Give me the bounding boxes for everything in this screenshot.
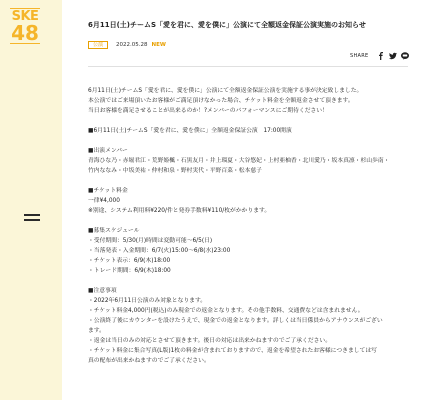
- price-line: 一律¥4,000: [88, 198, 120, 204]
- price-line: ※別途、システム利用料¥220/件と発券手数料¥110/枚がかかります。: [88, 208, 271, 214]
- intro-line: 当日お客様を満足させることが出来るのか！?メンバーのパフォーマンスにご期待ください！: [88, 108, 328, 114]
- category-tag[interactable]: 公演: [88, 41, 108, 49]
- twitter-icon[interactable]: [389, 52, 397, 60]
- notes-line: ・公演終了後にカウンターを設けたうえで、現金での返金となります。詳しくは当日係員からアナウンスがござい: [88, 318, 383, 324]
- members-line: 青海ひな乃・赤堀君江・荒野姫楓・石黒友月・井上瑠夏・大谷悠妃・上村亜柚香・北川愛乃・坂本真凛・杉山歩南・: [88, 158, 390, 164]
- notes-line: 真の配布が出来かねますのでご了承ください。: [88, 358, 210, 364]
- schedule-heading: ■募集スケジュール: [88, 228, 140, 234]
- hamburger-menu-icon[interactable]: [24, 214, 40, 222]
- notes-line: ・チケット料金4,000円(税込)のみ現金での返金となります。その他手数料、交通費などは含まれません。: [88, 308, 364, 314]
- line-icon[interactable]: [401, 52, 409, 60]
- sidebar: [0, 0, 62, 400]
- schedule-line: ・トレード期間：6/9(木)18:00: [88, 268, 171, 274]
- schedule-line: ・受付期間：5/30(月)時間は変動可能〜6/5(日): [88, 238, 213, 244]
- facebook-icon[interactable]: [377, 52, 385, 60]
- share-label: SHARE: [350, 53, 369, 59]
- intro-line: 本公演ではご来場頂いたお客様がご満足頂けなかった場合、チケット料金を全額返金させて頂きます。: [88, 98, 354, 104]
- notes-line: ・返金は当日のみの対応とさせて頂きます。後日の対応は出来かねますのでご了承ください。: [88, 338, 332, 344]
- article-date: 2022.05.28: [116, 41, 148, 48]
- article-meta: [88, 40, 166, 49]
- logo-text-48: 48: [11, 21, 39, 45]
- notes-line: ます。: [88, 328, 105, 334]
- intro-line: 6月11日(土)チームS「愛を君に、愛を僕に」公演にて全額返金保証公演を実施する事が決定致しました。: [88, 88, 363, 94]
- notes-line: ・2022年6月11日公演のみ対象となります。: [88, 298, 207, 304]
- members-heading: ■出演メンバー: [88, 148, 128, 154]
- schedule-line: ・チケット表示：6/9(木)18:00: [88, 258, 171, 264]
- notes-heading: ■注意事項: [88, 288, 117, 294]
- schedule-line: ・当落発表・入金期間：6/7(火)15:00〜6/8(水)23:00: [88, 248, 231, 254]
- article-body: [88, 86, 418, 366]
- article-title: 6月11日(土)チームS「愛を君に、愛を僕に」公演にて全額返金保証公演実施のお知らせ: [88, 21, 366, 29]
- new-badge: NEW: [151, 41, 166, 48]
- price-heading: ■チケット料金: [88, 188, 128, 194]
- members-line: 竹内ななみ・中坂美祐・仲村和泉・野村実代・平野百菜・松本慈子: [88, 168, 262, 174]
- notes-line: ・チケット料金に集合写真(L版)1枚の料金が含まれておりますので、返金を希望されたお客様につきましては写: [88, 348, 377, 354]
- ske48-logo[interactable]: [10, 8, 40, 44]
- logo-text-ske: SKE: [11, 9, 39, 24]
- divider: [88, 66, 408, 67]
- event-line: ■6月11日(土)チームS「愛を君に、愛を僕に」全額返金保証公演 17:00開演: [88, 128, 292, 134]
- share-bar: [350, 52, 409, 60]
